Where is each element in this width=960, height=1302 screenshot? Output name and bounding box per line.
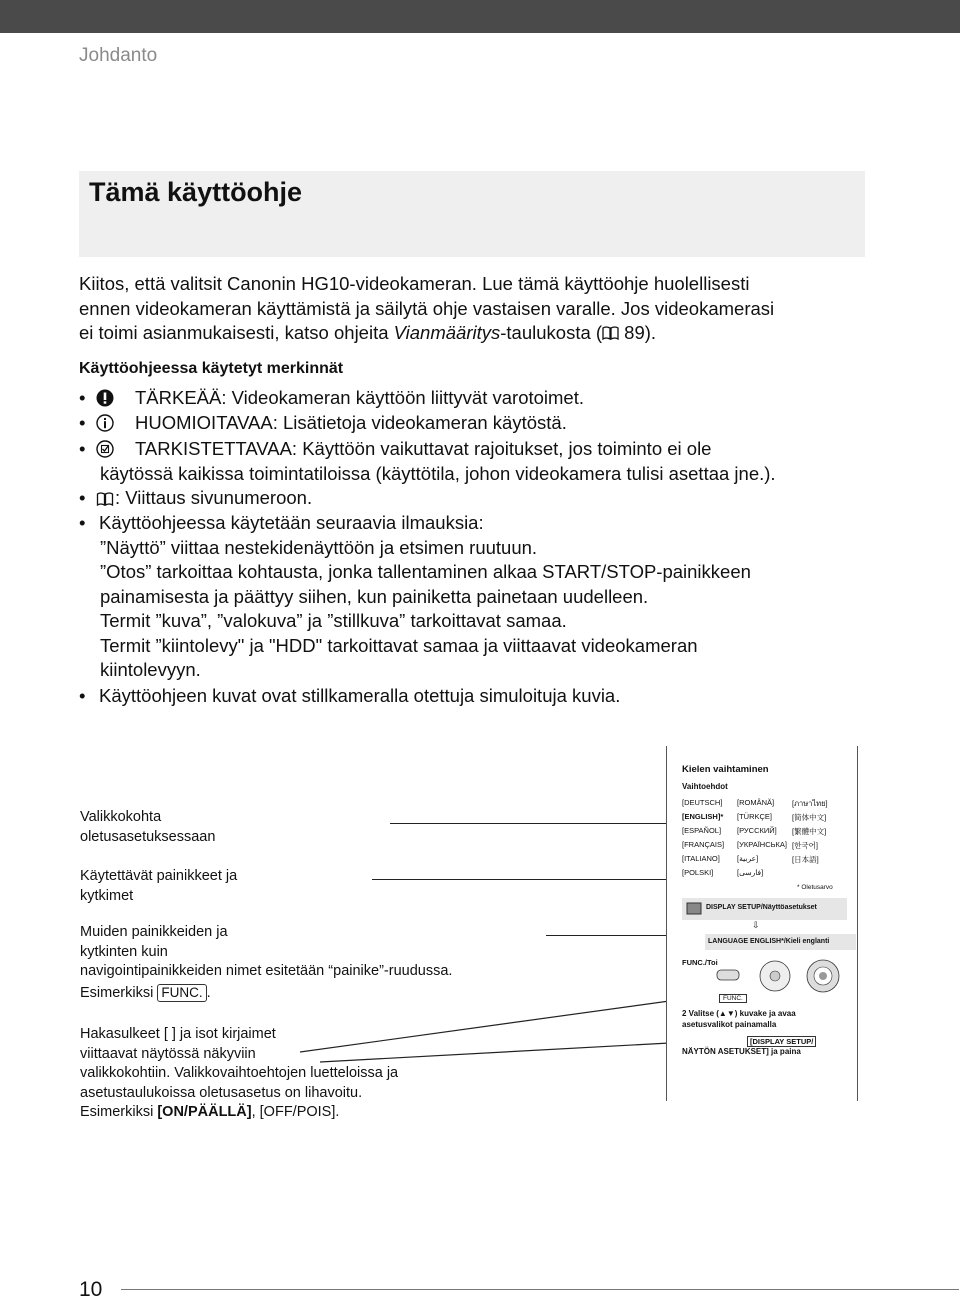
intro-line-3: ei toimi asianmukaisesti, katso ohjeita Vianmääritys-taulukosta ( 89). [79, 322, 657, 343]
manual-step-3: NÄYTÖN ASETUKSET] ja paina [682, 1047, 801, 1056]
intro-line-2: ennen videokameran käyttämistä ja säilytä ohje vastaisen varalle. Jos videokamerasi [79, 297, 775, 319]
figure-label-default-setting: Valikkokohta oletusasetuksessaan [80, 809, 216, 845]
leader-line [372, 879, 672, 880]
language-option: [DEUTSCH] [682, 798, 723, 807]
func-key: FUNC. [157, 984, 206, 1002]
bullet: • [79, 387, 86, 408]
language-option: [عربية] [737, 854, 759, 863]
language-option: [РУССКИЙ] [737, 826, 777, 835]
language-option: [繁體中文] [792, 827, 827, 836]
language-option: [POLSKI] [682, 868, 714, 877]
language-option: [УКРАЇНСЬКА] [737, 840, 788, 849]
book-icon [602, 326, 619, 340]
language-option: [FRANÇAIS] [682, 840, 725, 849]
page-number: 10 [79, 1278, 103, 1301]
intro-paragraph [79, 272, 879, 346]
manual-subtitle: Vaihtoehdot [682, 782, 728, 791]
intro-line-1: Kiitos, että valitsit Canonin HG10-videokameran. Lue tämä käyttöohje huolellisesti [79, 273, 750, 294]
manual-func-key: FUNC. [719, 994, 747, 1003]
language-option: [日本語] [792, 855, 819, 864]
manual-title: Kielen vaihtaminen [682, 764, 769, 775]
page-title: Tämä käyttöohje [89, 177, 303, 207]
book-icon [96, 492, 114, 506]
language-option: [TÜRKÇE] [737, 812, 773, 821]
arrow-down-icon: ⇩ [752, 920, 760, 930]
conventions-heading: Käyttöohjeessa käytetyt merkinnät [79, 360, 344, 377]
footer-rule [121, 1289, 959, 1290]
figure-label-brackets: Hakasulkeet [ ] ja isot kirjaimet viittaavat näytössä näkyviin valikkokohtiin. Valikkovaihtoehtojen luetteloissa ja asetustaulukoissa oletusasetus on lihavoitu. Esimerkiksi [ON/PÄÄLLÄ], [OFF/POIS]. [80, 1026, 399, 1120]
manual-page-example [666, 746, 858, 1101]
manual-default-note: * Oletusarvo [797, 884, 833, 891]
bullet: • [79, 487, 86, 508]
top-bar [0, 0, 960, 33]
manual-func: FUNC./Toi [682, 958, 718, 967]
language-option: [ภาษาไทย] [792, 799, 828, 808]
bullet: • [79, 685, 86, 706]
bullet: • [79, 412, 86, 433]
manual-display-setup-button: [DISPLAY SETUP/ [747, 1036, 816, 1047]
language-option: [简体中文] [792, 813, 827, 822]
language-option: [ENGLISH]* [682, 812, 724, 821]
display-icon [686, 902, 702, 916]
figure-label-button-names: Muiden painikkeiden ja kytkinten kuin navigointipainikkeiden nimet esitetään “painike”-ruudussa. Esimerkiksi FUNC. . [80, 924, 453, 1001]
language-option: [فارسی] [737, 868, 764, 877]
section-header: Johdanto [79, 45, 158, 66]
notes-icon [96, 414, 114, 432]
torn-edge [667, 1066, 857, 1101]
language-row: LANGUAGE ENGLISH*/Kieli englanti [705, 934, 856, 950]
manual-step-2: 2 Valitse (▲▼) kuvake ja avaa asetusvalikot painamalla [682, 1009, 796, 1029]
bullet: • [79, 512, 86, 533]
checkpoints-icon [96, 440, 114, 458]
bullet: • [79, 438, 86, 459]
title-box [79, 171, 865, 257]
language-option: [ITALIANO] [682, 854, 720, 863]
figure-label-buttons: Käytettävät painikkeet ja kytkimet [80, 868, 238, 904]
display-setup-box: DISPLAY SETUP/Näyttöasetukset [682, 898, 847, 920]
important-icon [96, 389, 114, 407]
language-option: [한국어] [792, 841, 818, 850]
leader-line [390, 823, 685, 824]
language-option: [ESPAÑOL] [682, 826, 722, 835]
language-option: [ROMÂNĂ] [737, 798, 775, 807]
